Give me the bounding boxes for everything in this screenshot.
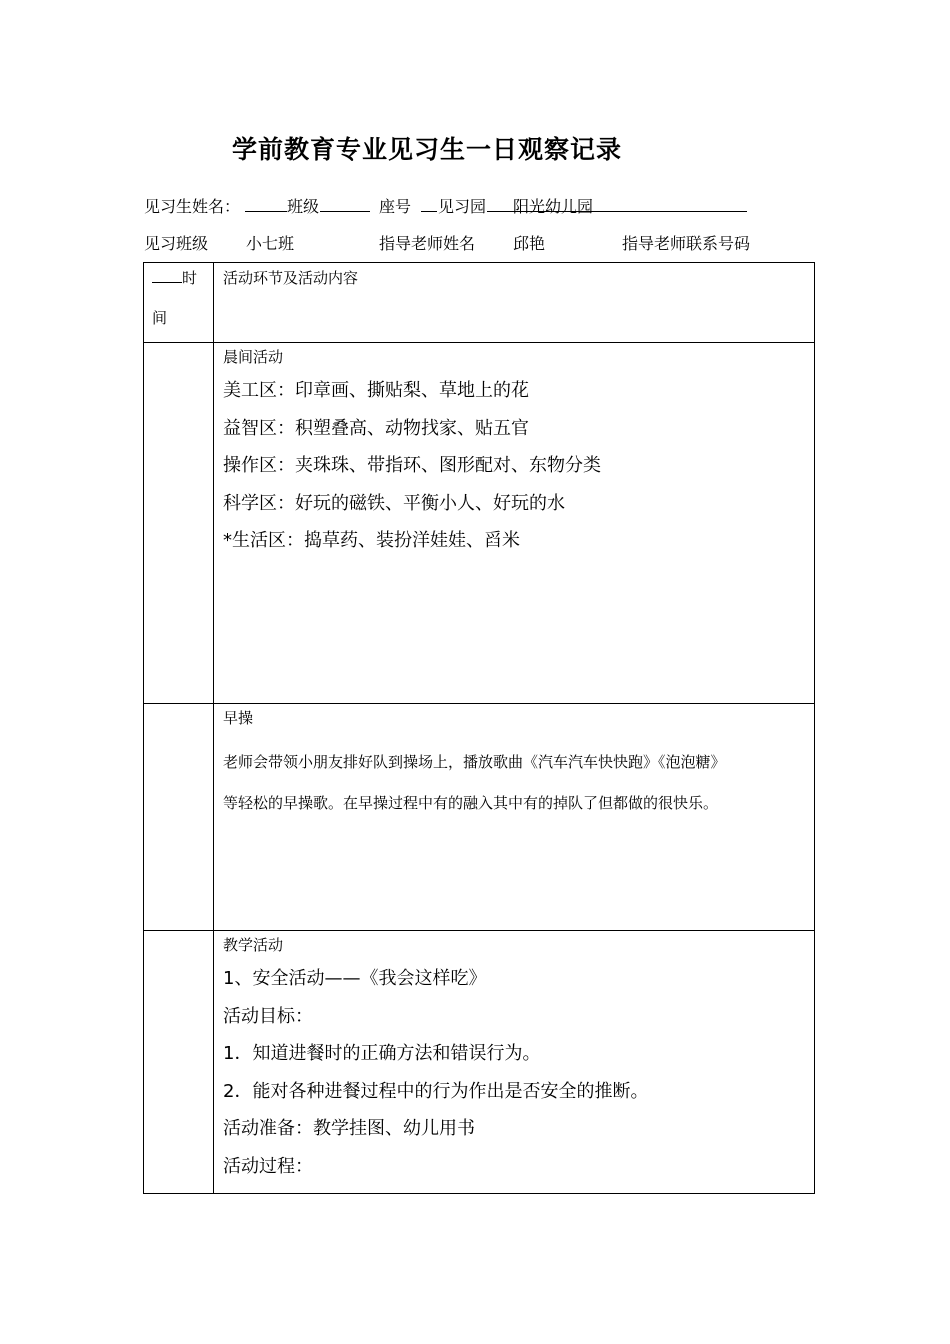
list-item: 益智区：积塑叠高、动物找家、贴五官 <box>223 417 529 439</box>
info-line-1 <box>144 194 764 216</box>
seat-blank <box>421 195 437 212</box>
list-item: 科学区：好玩的磁铁、平衡小人、好玩的水 <box>223 492 565 514</box>
time-blank <box>152 268 182 283</box>
teaching-content-cell <box>214 931 815 1194</box>
class-blank <box>320 195 370 212</box>
list-item: 美工区：印章画、撕贴梨、草地上的花 <box>223 380 529 401</box>
kindergarten-blank <box>513 195 747 212</box>
teaching-heading: 教学活动 <box>223 936 284 954</box>
content-header-cell <box>214 263 815 343</box>
list-item: 1、安全活动——《我会这样吃》 <box>223 968 487 989</box>
list-item: 2．能对各种进餐过程中的行为作出是否安全的推断。 <box>223 1080 649 1102</box>
list-item: 老师会带领小朋友排好队到操场上，播放歌曲《汽车汽车快快跑》《泡泡糖》 <box>223 753 726 771</box>
content-header-label: 活动环节及活动内容 <box>223 269 359 287</box>
teaching-row <box>144 931 815 1194</box>
list-item: *生活区：捣草药、装扮洋娃娃、舀米 <box>223 530 520 551</box>
exercise-row <box>144 704 815 931</box>
exercise-content-cell <box>214 704 815 931</box>
header-row <box>144 263 815 343</box>
student-name-blank <box>245 195 287 212</box>
time-header-suffix: 时 <box>182 269 198 287</box>
list-item: 操作区：夹珠珠、带指环、图形配对、东物分类 <box>223 455 601 476</box>
morning-row <box>144 343 815 704</box>
list-item: 活动过程： <box>223 1155 313 1177</box>
kindergarten-gap <box>487 195 513 212</box>
page-title: 学前教育专业见习生一日观察记录 <box>232 135 623 164</box>
assigned-class-label: 见习班级 <box>144 234 209 253</box>
teaching-time-cell <box>144 931 214 1194</box>
assigned-class-value: 小七班 <box>246 234 295 253</box>
list-item: 等轻松的早操歌。在早操过程中有的融入其中有的掉队了但都做的很快乐。 <box>223 794 719 812</box>
teacher-name-value: 邱艳 <box>513 234 546 253</box>
list-item: 活动目标： <box>223 1005 313 1027</box>
time-header-cell <box>144 263 214 343</box>
exercise-lines <box>214 728 814 824</box>
morning-content-cell <box>214 343 815 704</box>
exercise-time-cell <box>144 704 214 931</box>
kindergarten-label: 见习园 <box>438 197 487 216</box>
list-item: 1．知道进餐时的正确方法和错误行为。 <box>223 1043 541 1064</box>
observation-table <box>143 262 815 1194</box>
list-item: 活动准备：教学挂图、幼儿用书 <box>223 1118 475 1139</box>
exercise-heading: 早操 <box>223 709 254 727</box>
class-label: 班级 <box>287 197 320 216</box>
morning-heading: 晨间活动 <box>223 348 284 366</box>
time-header-line2: 间 <box>152 309 168 327</box>
teaching-lines <box>214 955 814 1185</box>
morning-lines <box>214 367 814 560</box>
student-name-label: 见习生姓名： <box>144 197 241 216</box>
info-line-2 <box>144 231 784 253</box>
teacher-phone-label: 指导老师联系号码 <box>622 234 751 253</box>
teacher-name-label: 指导老师姓名 <box>379 234 476 253</box>
kindergarten-value: 阳光幼儿园 <box>513 197 594 216</box>
seat-label: 座号 <box>379 197 412 216</box>
morning-time-cell <box>144 343 214 704</box>
